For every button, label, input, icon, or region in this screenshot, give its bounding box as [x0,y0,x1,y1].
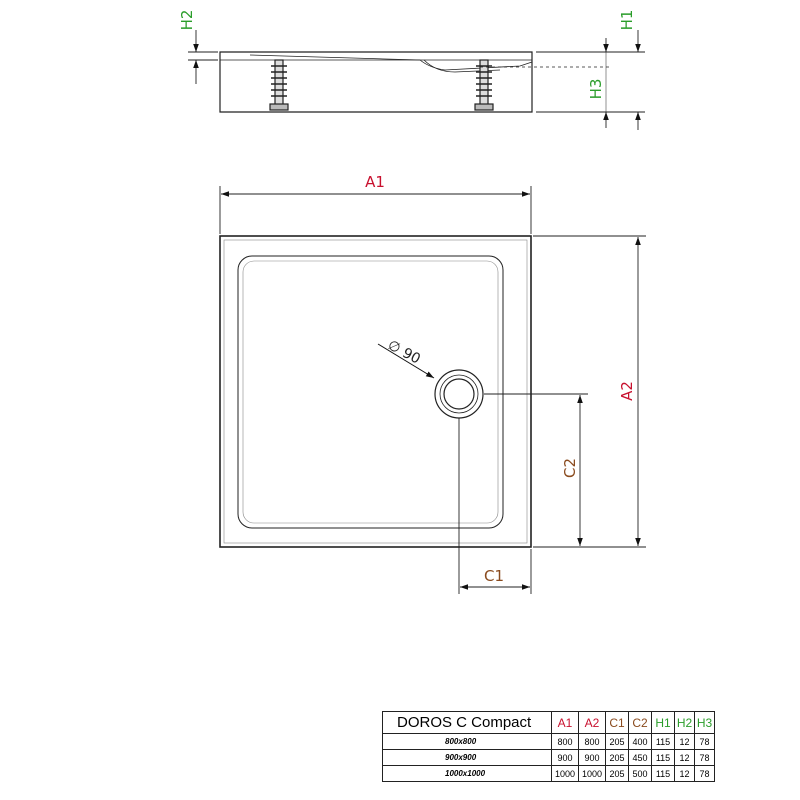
label-drain-diameter: ∅ 90 [384,337,423,368]
cell-h2: 12 [675,766,695,782]
cell-a2: 800 [579,734,606,750]
table-header-h2: H2 [675,712,695,734]
top-view [220,236,531,547]
side-view [220,52,612,112]
adjustable-leg-left [270,60,288,110]
cell-h3: 78 [695,766,715,782]
cell-h3: 78 [695,750,715,766]
dimensions-table [382,711,715,782]
cell-c2: 450 [629,750,652,766]
table-header-h1: H1 [652,712,675,734]
cell-a2: 1000 [579,766,606,782]
cell-a1: 800 [552,734,579,750]
tray-outer-edge [220,236,531,547]
table-header-row [383,712,715,734]
label-a2: A2 [618,381,636,401]
cell-c2: 400 [629,734,652,750]
row-size-label: 800x800 [383,734,552,750]
table-header-h3: H3 [695,712,715,734]
table-row [383,750,715,766]
cell-h1: 115 [652,734,675,750]
cell-h1: 115 [652,750,675,766]
cell-a2: 900 [579,750,606,766]
dimension-h2 [188,30,218,84]
row-size-label: 900x900 [383,750,552,766]
label-h3: H3 [587,78,605,100]
table-header-a1: A1 [552,712,579,734]
label-c1: C1 [483,567,505,585]
row-size-label: 1000x1000 [383,766,552,782]
cell-h2: 12 [675,734,695,750]
label-c2: C2 [561,457,579,479]
table-header-c2: C2 [629,712,652,734]
table-row [383,734,715,750]
cell-c1: 205 [606,750,629,766]
dimension-h1 [612,30,645,130]
cell-h2: 12 [675,750,695,766]
cell-a1: 900 [552,750,579,766]
table-row [383,766,715,782]
drain-outlet [435,370,483,418]
label-h2: H2 [178,9,196,31]
label-h1: H1 [618,9,636,31]
cell-a1: 1000 [552,766,579,782]
table-header-c1: C1 [606,712,629,734]
cell-h3: 78 [695,734,715,750]
tray-inner-basin [238,256,503,528]
label-a1: A1 [365,173,385,191]
product-title: DOROS C Compact [383,712,552,734]
cell-c1: 205 [606,766,629,782]
cell-h1: 115 [652,766,675,782]
cell-c1: 205 [606,734,629,750]
table-header-a2: A2 [579,712,606,734]
cell-c2: 500 [629,766,652,782]
dimension-a1 [220,186,531,234]
